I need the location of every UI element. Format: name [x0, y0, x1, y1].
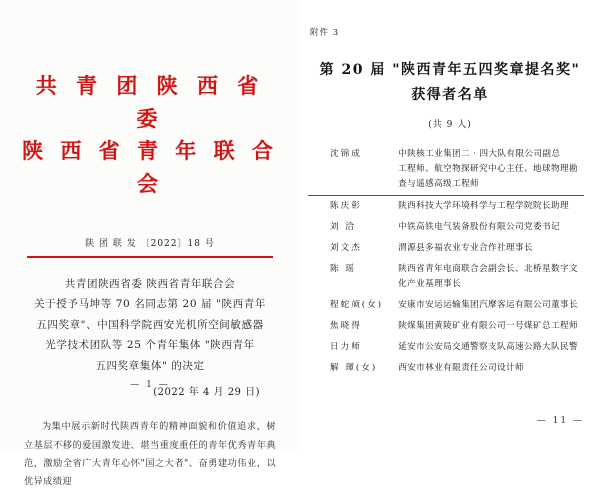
- recipient-name: 沈锦成: [330, 148, 362, 159]
- table-row: [308, 295, 584, 316]
- org-line-1: 共 青 团 陕 西 省 委: [35, 73, 265, 131]
- right-page: [300, 0, 600, 450]
- recipient-affiliation: [398, 196, 584, 218]
- recipient-name: 陈庆彰: [330, 200, 362, 211]
- list-title-line-1: 第 20 届 "陕西青年五四奖章提名奖": [319, 62, 581, 78]
- table-row: [308, 337, 584, 358]
- table-row: [308, 259, 584, 295]
- affiliation-line: 查与遥感高级工程师: [398, 178, 480, 189]
- recipient-affiliation: [398, 259, 584, 295]
- attachment-label: 附件 3: [310, 28, 340, 38]
- recipient-name: 刘 洽: [330, 221, 356, 232]
- list-title: [308, 58, 592, 107]
- recipient-affiliation: [398, 238, 584, 259]
- recipient-affiliation: [398, 316, 584, 337]
- table-row: [308, 316, 584, 337]
- affiliation-line: 陕煤集团黄陵矿业有限公司一号煤矿总工程师: [398, 320, 578, 331]
- affiliation-line: 工程师、航空物探研究中心主任、地球物理勘: [398, 163, 578, 174]
- decision-date: (2022 年 4 月 29 日): [153, 387, 260, 399]
- affiliation-line: 渭源县多福农业专业合作社理事长: [398, 242, 534, 253]
- recipient-affiliation: [398, 217, 584, 238]
- recipient-name: 陈 瑶: [330, 263, 356, 274]
- document-number: 陕 团 联 发 〔2022〕18 号: [85, 239, 215, 250]
- recipient-name: 解 琿(女): [330, 362, 378, 373]
- affiliation-line: 安康市安运运输集团汽摩客运有限公司董事长: [398, 299, 578, 310]
- table-row: [308, 144, 584, 195]
- affiliation-line: 西安市林业有限责任公司设计师: [398, 362, 525, 373]
- left-page-folio: — 1 —: [130, 380, 170, 390]
- recipient-table: [308, 144, 584, 379]
- red-divider-rule: [27, 256, 273, 258]
- recipient-affiliation: [398, 337, 584, 358]
- right-page-content: [308, 26, 592, 379]
- left-page: [0, 0, 300, 488]
- recipient-affiliation: [398, 144, 584, 195]
- recipient-name: 日力师: [330, 341, 362, 352]
- title-line-1: 共青团陕西省委 陕西省青年联合会: [64, 277, 236, 290]
- recipient-affiliation: [398, 358, 584, 379]
- affiliation-line: 中陕核工业集团二 · 四大队有限公司副总: [398, 148, 561, 159]
- table-row: [308, 196, 584, 218]
- title-line-3: 五四奖章"、中国科学院西安光机所空间敏感器: [36, 318, 264, 331]
- title-line-2: 关于授予马坤等 70 名同志第 20 届 "陕西青年: [34, 298, 266, 311]
- affiliation-line: 陕西省青年电商联合会副会长、北桥星数字文: [398, 263, 578, 274]
- decision-title: [18, 274, 282, 376]
- issuing-organization: [18, 70, 282, 200]
- decision-body-text: [18, 418, 282, 492]
- title-line-5: 五四奖章集体" 的决定: [95, 359, 205, 372]
- right-page-folio: — 11 —: [536, 416, 584, 426]
- left-page-content: [18, 18, 282, 488]
- affiliation-line: 陕西科技大学环境科学与工程学院院长助理: [398, 200, 569, 211]
- recipient-table-body: [308, 144, 584, 379]
- affiliation-line: 中铁高铁电气装备股份有限公司党委书记: [398, 221, 560, 232]
- recipient-name: 焦晓得: [330, 320, 362, 331]
- table-row: [308, 238, 584, 259]
- recipient-affiliation: [398, 295, 584, 316]
- list-title-line-2: 获得者名单: [411, 86, 489, 103]
- body-paragraph-1: 为集中展示新时代陕西青年的精神面貌和价值追求，树立基层不移的爱国激发进、堪当重度重任的青年优秀青年典范，激励全省广大青年心怀"国之大者"、奋勇建功伟业，以优异成绩迎: [24, 421, 276, 488]
- recipient-name: 刘文杰: [330, 242, 362, 253]
- affiliation-line: 延安市公安局交通警察支队高速公路大队民警: [398, 341, 578, 352]
- org-line-2: 陕 西 省 青 年 联 合 会: [22, 138, 278, 196]
- table-row: [308, 217, 584, 238]
- list-count-subtitle: (共 9 人): [428, 120, 472, 130]
- table-row: [308, 358, 584, 379]
- affiliation-line: 化产业基理事长: [398, 278, 462, 289]
- recipient-name: 程蛇颃(女): [330, 299, 384, 310]
- title-line-4: 光学技术团队等 25 个青年集体 "陕西青年: [45, 339, 255, 352]
